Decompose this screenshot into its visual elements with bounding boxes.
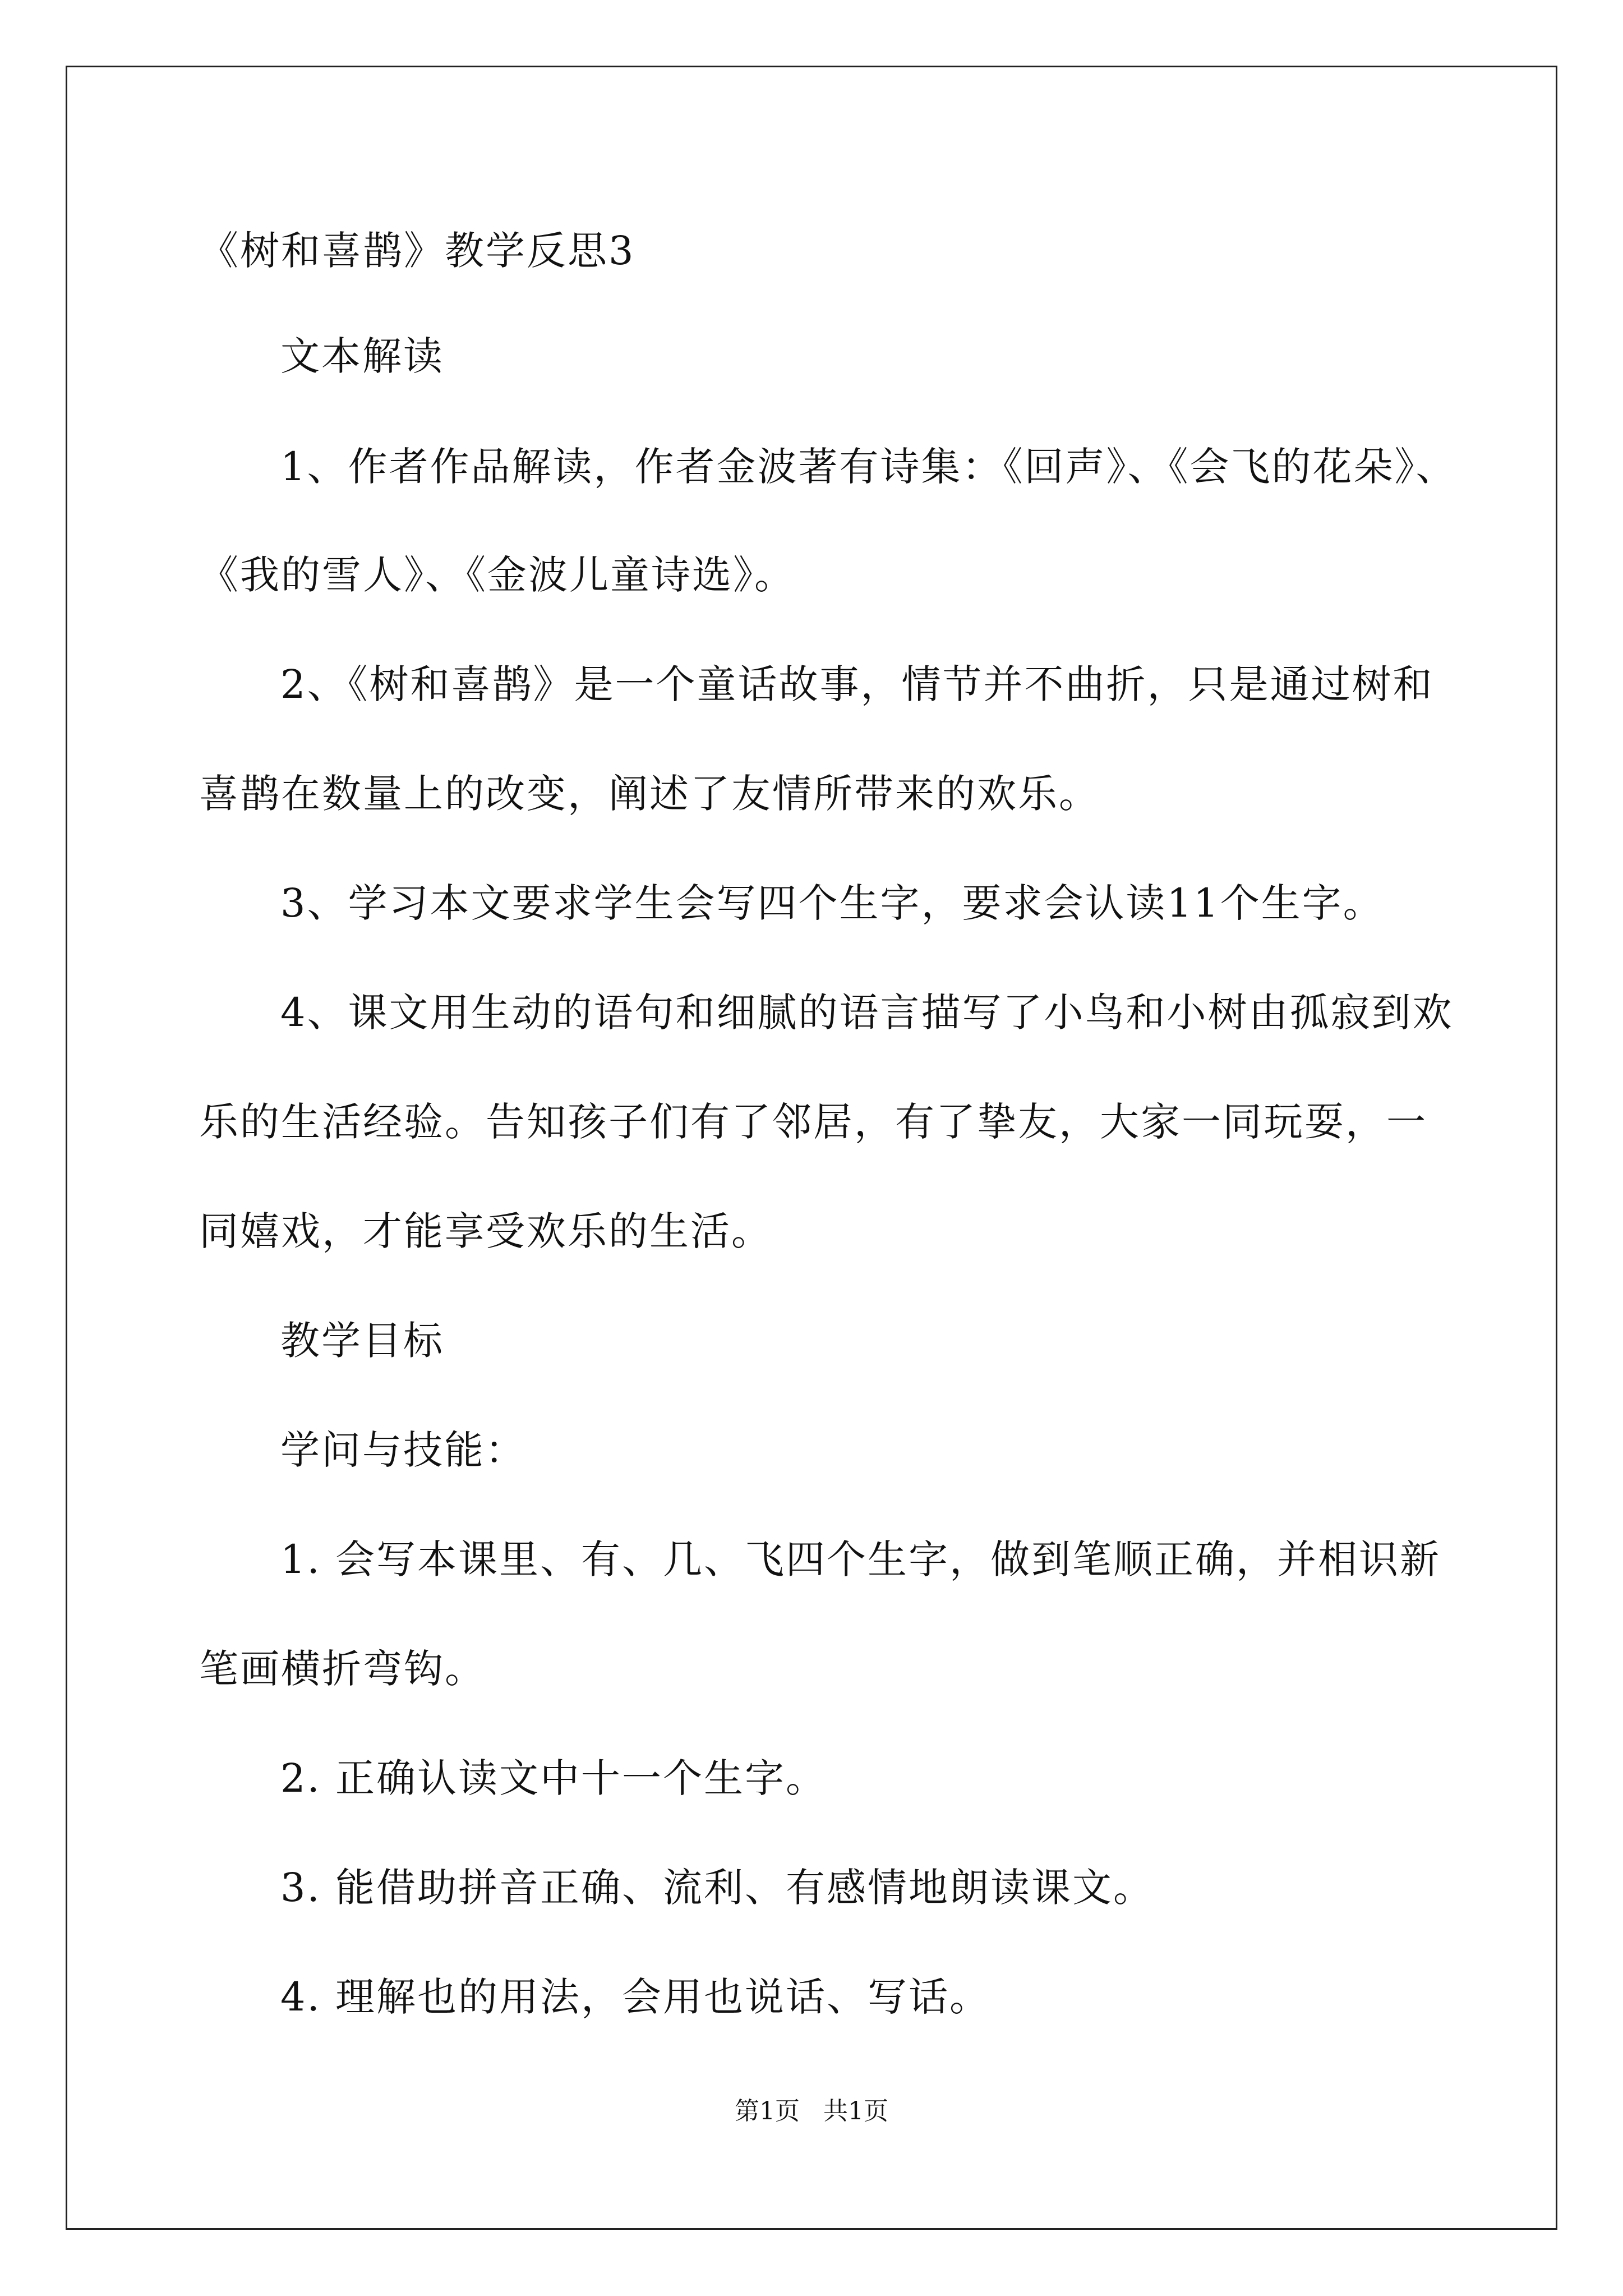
paragraph-line: 1、作者作品解读，作者金波著有诗集：《回声》、《会飞的花朵》、 (280, 444, 1457, 490)
paragraph-line: 4、课文用生动的语句和细腻的语言描写了小鸟和小树由孤寂到欢 (280, 990, 1454, 1036)
list-item-line: 笔画横折弯钩。 (199, 1646, 486, 1692)
list-item-line: 2. 正确认读文中十一个生字。 (280, 1755, 827, 1801)
page-footer: 第1页 共1页 (735, 2097, 888, 2125)
section-heading-teaching-goals: 教学目标 (280, 1318, 444, 1364)
document-title: 《树和喜鹊》教学反思3 (199, 228, 635, 274)
subsection-heading: 学问与技能： (280, 1427, 526, 1473)
list-item-line: 1. 会写本课里、有、几、飞四个生字，做到笔顺正确，并相识新 (280, 1536, 1441, 1582)
paragraph-line: 同嬉戏，才能享受欢乐的生活。 (199, 1208, 772, 1254)
section-heading-text-reading: 文本解读 (280, 333, 444, 379)
paragraph-line: 《我的雪人》、《金波儿童诗选》。 (199, 552, 795, 598)
paragraph-line: 3、学习本文要求学生会写四个生字，要求会认读11个生字。 (280, 880, 1384, 926)
paragraph-line: 乐的生活经验。告知孩子们有了邻居，有了挚友，大家一同玩耍，一 (199, 1099, 1427, 1145)
list-item-line: 3. 能借助拼音正确、流利、有感情地朗读课文。 (280, 1865, 1155, 1911)
paragraph-line: 2、《树和喜鹊》是一个童话故事，情节并不曲折，只是通过树和 (280, 661, 1434, 707)
paragraph-line: 喜鹊在数量上的改变，阐述了友情所带来的欢乐。 (199, 771, 1100, 817)
list-item-line: 4. 理解也的用法，会用也说话、写话。 (280, 1974, 991, 2020)
